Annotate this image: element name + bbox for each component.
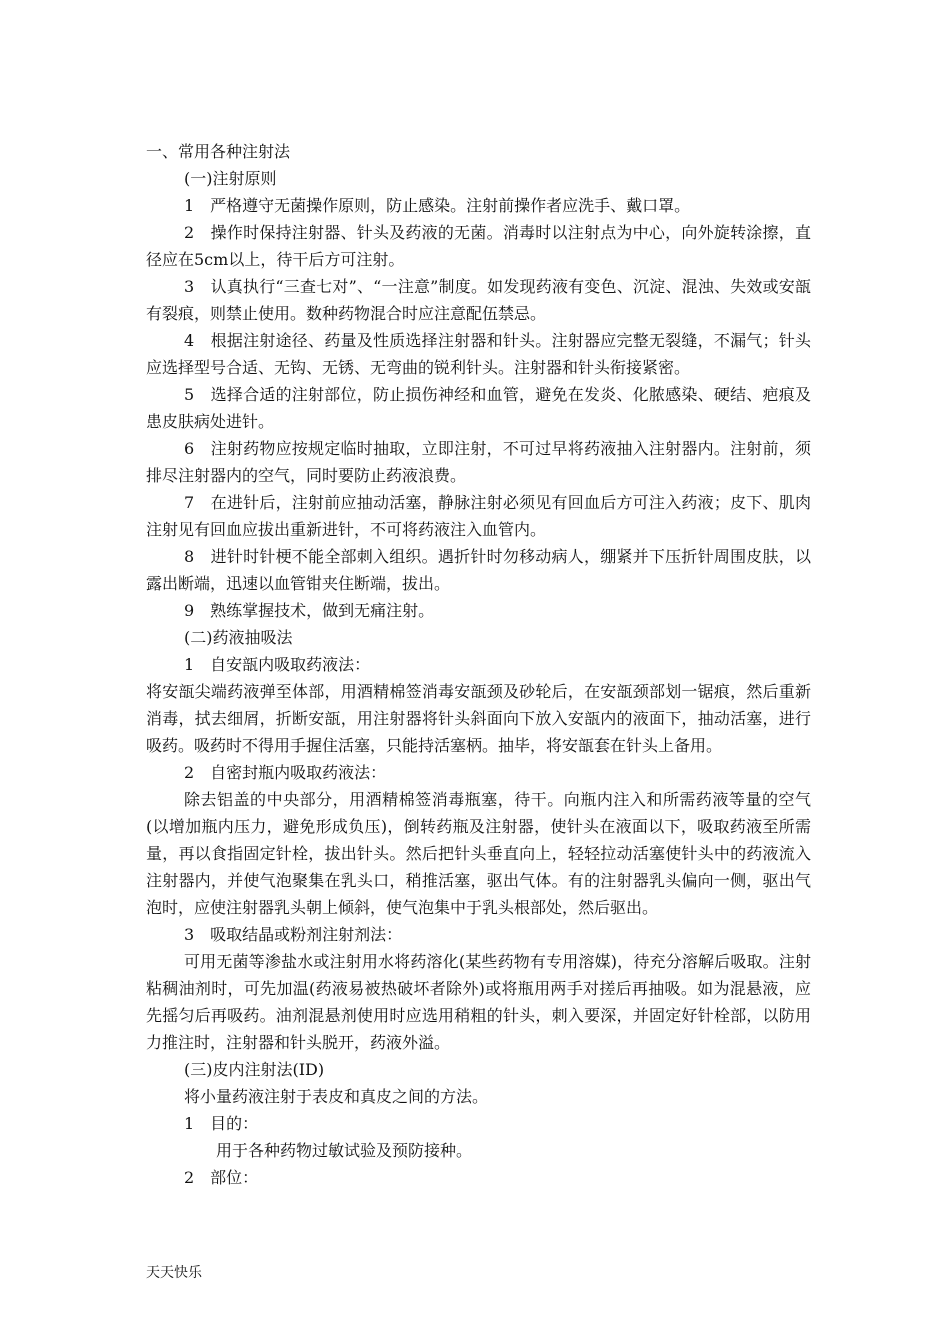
aspiration-powder-body: 可用无菌等渗盐水或注射用水将药溶化(某些药物有专用溶媒)，待充分溶解后吸取。注射粘稠油剂时，可先加温(药液易被热破坏者除外)或将瓶用两手对搓后再抽吸。如为混悬液，应先摇匀后再吸药。油剂混悬剂使用时应选用稍粗的针头，刺入要深，并固定好针栓部，以防用力推注时，注射器和针头脱开，药液外溢。 — [146, 952, 811, 1052]
principle-item-6: 6 注射药物应按规定临时抽取，立即注射，不可过早将药液抽入注射器内。注射前，须排尽注射器内的空气，同时要防止药液浪费。 — [146, 439, 811, 485]
aspiration-powder-title: 3 吸取结晶或粉剂注射剂法： — [184, 925, 403, 944]
principle-item-7: 7 在进针后，注射前应抽动活塞，静脉注射必须见有回血后方可注入药液；皮下、肌肉注射见有回血应拔出重新进针，不可将药液注入血管内。 — [146, 493, 811, 539]
principle-item-9: 9 熟练掌握技术，做到无痛注射。 — [184, 601, 435, 620]
principle-item-3: 3 认真执行“三查七对”、“一注意”制度。如发现药液有变色、沉淀、混浊、失效或安瓿有裂痕，则禁止使用。数种药物混合时应注意配伍禁忌。 — [146, 277, 811, 323]
intradermal-purpose-title: 1 目的： — [184, 1114, 259, 1133]
intradermal-intro: 将小量药液注射于表皮和真皮之间的方法。 — [184, 1087, 489, 1106]
subsection-title-aspiration: (二)药液抽吸法 — [184, 628, 293, 647]
document-body — [146, 138, 811, 1191]
page-footer: 天天快乐 — [146, 1265, 202, 1281]
section-title: 一、常用各种注射法 — [146, 142, 291, 161]
aspiration-vial-title: 2 自密封瓶内吸取药液法： — [184, 763, 387, 782]
subsection-title-principles: (一)注射原则 — [184, 169, 277, 188]
principle-item-2: 2 操作时保持注射器、针头及药液的无菌。消毒时以注射点为中心，向外旋转涂擦，直径应在5cm以上，待干后方可注射。 — [146, 223, 811, 269]
aspiration-vial-body: 除去铝盖的中央部分，用酒精棉签消毒瓶塞，待干。向瓶内注入和所需药液等量的空气(以增加瓶内压力，避免形成负压)，倒转药瓶及注射器，使针头在液面以下，吸取药液至所需量，再以食指固定针栓，拔出针头。然后把针头垂直向上，轻轻拉动活塞使针头中的药液流入注射器内，并使气泡聚集在乳头口，稍推活塞，驱出气体。有的注射器乳头偏向一侧，驱出气泡时，应使注射器乳头朝上倾斜，使气泡集中于乳头根部处，然后驱出。 — [146, 790, 811, 917]
intradermal-purpose-body: 用于各种药物过敏试验及预防接种。 — [216, 1141, 473, 1160]
principle-item-1: 1 严格遵守无菌操作原则，防止感染。注射前操作者应洗手、戴口罩。 — [184, 196, 691, 215]
subsection-title-intradermal: (三)皮内注射法(ID) — [184, 1060, 325, 1079]
intradermal-site-title: 2 部位： — [184, 1168, 259, 1187]
aspiration-ampoule-title: 1 自安瓿内吸取药液法： — [184, 655, 371, 674]
principle-item-4: 4 根据注射途径、药量及性质选择注射器和针头。注射器应完整无裂缝，不漏气；针头应选择型号合适、无钩、无锈、无弯曲的锐利针头。注射器和针头衔接紧密。 — [146, 331, 811, 377]
principle-item-8: 8 进针时针梗不能全部刺入组织。遇折针时勿移动病人，绷紧并下压折针周围皮肤，以露出断端，迅速以血管钳夹住断端，拔出。 — [146, 547, 811, 593]
principle-item-5: 5 选择合适的注射部位，防止损伤神经和血管，避免在发炎、化脓感染、硬结、疤痕及患皮肤病处进针。 — [146, 385, 811, 431]
aspiration-ampoule-body: 将安瓿尖端药液弹至体部，用酒精棉签消毒安瓿颈及砂轮后，在安瓿颈部划一锯痕，然后重新消毒，拭去细屑，折断安瓿，用注射器将针头斜面向下放入安瓿内的液面下，抽动活塞，进行吸药。吸药时不得用手握住活塞，只能持活塞柄。抽毕，将安瓿套在针头上备用。 — [146, 682, 811, 755]
